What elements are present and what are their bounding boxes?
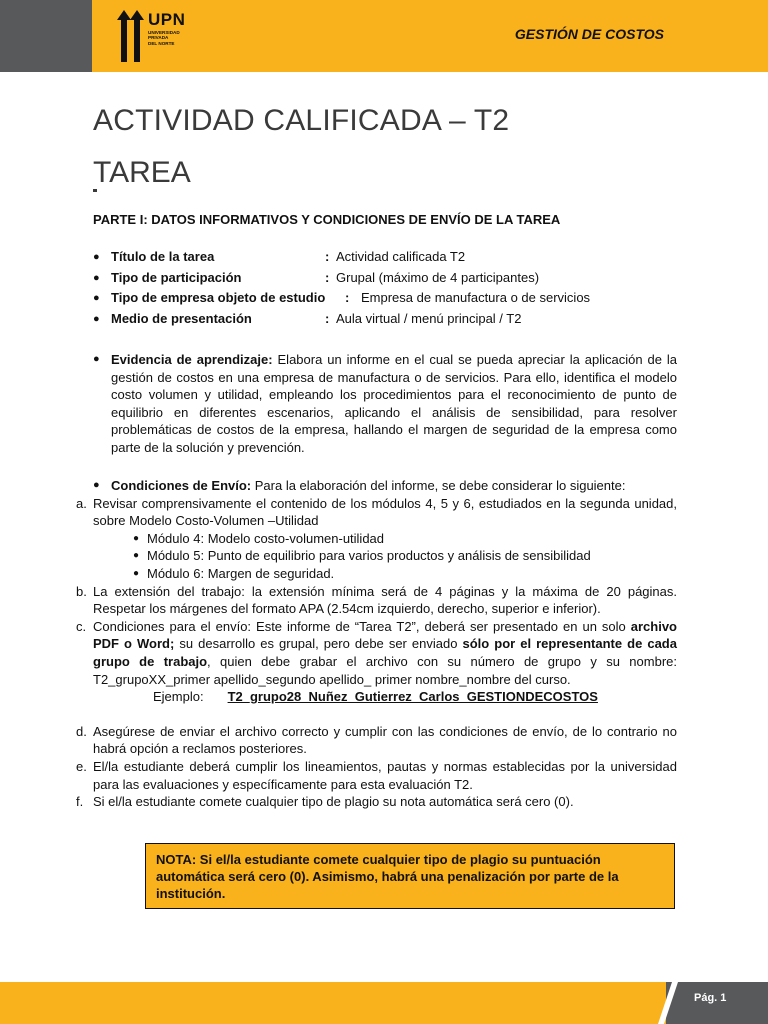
logo-text: UPN	[148, 10, 186, 29]
bullet-icon: ●	[93, 312, 100, 325]
example-filename: T2_grupo28_Nuñez_Gutierrez_Carlos_GESTIONDECOSTOS	[227, 689, 598, 705]
text-cursor-mark	[93, 189, 97, 192]
module-item: ● Módulo 6: Margen de seguridad.	[133, 565, 335, 581]
bullet-icon: ●	[93, 251, 100, 263]
module-item: ● Módulo 4: Modelo costo-volumen-utilidad	[133, 530, 385, 546]
conditions-heading: Condiciones de Envío: Para la elaboración del informe, se debe considerar lo siguiente:	[111, 478, 626, 493]
condition-c: c. Condiciones para el envío: Este informe de “Tarea T2”, deberá ser presentado en un solo archivo PDF o Word; su desarrollo es grupal, pero debe ser enviado sólo por el representante de cada grupo de trabajo, quien debe grabar el archivo con su número de grupo y su nombre: T2_grupoXX_primer apellido_segundo apellido_ primer nombre_nombre del curso.	[76, 618, 677, 687]
condition-f: f. Si el/la estudiante comete cualquier tipo de plagio su nota automática será cero (0).	[76, 794, 574, 810]
bullet-icon: ●	[93, 479, 100, 491]
part-heading: PARTE I: DATOS INFORMATIVOS Y CONDICIONES DE ENVÍO DE LA TAREA	[93, 212, 561, 227]
condition-d: d. Asegúrese de enviar el archivo correcto y cumplir con las condiciones de envío, de lo contrario no habrá opción a reclamos posteriores.	[76, 723, 677, 757]
bullet-icon: ●	[93, 353, 100, 365]
page-number: Pág. 1	[694, 992, 727, 1004]
bullet-icon: ●	[93, 271, 100, 284]
conditions-section	[76, 477, 677, 811]
condition-e: e. El/la estudiante deberá cumplir los lineamientos, pautas y normas establecidas por la universidad para las evaluaciones y específicamente para esta evaluación T2.	[76, 758, 677, 792]
footer-slash-icon	[658, 982, 678, 1024]
condition-a: a. Revisar comprensivamente el contenido de los módulos 4, 5 y 6, estudiados en la segunda unidad, sobre Modelo Costo-Volumen –Utilidad	[76, 495, 677, 529]
logo-subtext: UNIVERSIDAD PRIVADA DEL NORTE	[148, 30, 180, 46]
upn-logo-icon	[116, 8, 146, 64]
course-name: GESTIÓN DE COSTOS	[514, 26, 664, 42]
bullet-icon: ●	[93, 292, 100, 304]
module-item: ● Módulo 5: Punto de equilibrio para varios productos y análisis de sensibilidad	[133, 548, 591, 564]
upn-logo	[116, 8, 196, 64]
page-title: ACTIVIDAD CALIFICADA – T2	[93, 104, 510, 137]
footer-band	[0, 982, 768, 1024]
filename-example: Ejemplo: T2_grupo28_Nuñez_Gutierrez_Carlos_GESTIONDECOSTOS	[153, 689, 598, 705]
evidence-section	[93, 351, 677, 457]
header-grey-block	[0, 0, 92, 72]
page-subtitle: TAREA	[93, 156, 191, 189]
module-list	[133, 530, 677, 583]
evidence-paragraph: Evidencia de aprendizaje: Elabora un informe en el cual se pueda apreciar la aplicación de la gestión de costos en una empresa de manufactura o de servicios. Para ello, identifica el modelo costo volumen y utilidad, empleando los procedimientos para el reconocimiento de punto de equilibrio en diferentes escenarios, aplicando el análisis de sensibilidad, para resolver problemáticas de costos de la empresa, hallando el margen de seguridad de la empresa como parte de la solución y prevención.	[111, 352, 677, 455]
condition-b: b. La extensión del trabajo: la extensión mínima será de 4 páginas y la máxima de 20 páginas. Respetar los márgenes del formato APA (2.54cm izquierdo, derecho, superior e inferior).	[76, 583, 677, 617]
note-box: NOTA: Si el/la estudiante comete cualquier tipo de plagio su puntuación automática será cero (0). Asimismo, habrá una penalización por parte de la institución.	[145, 843, 675, 909]
